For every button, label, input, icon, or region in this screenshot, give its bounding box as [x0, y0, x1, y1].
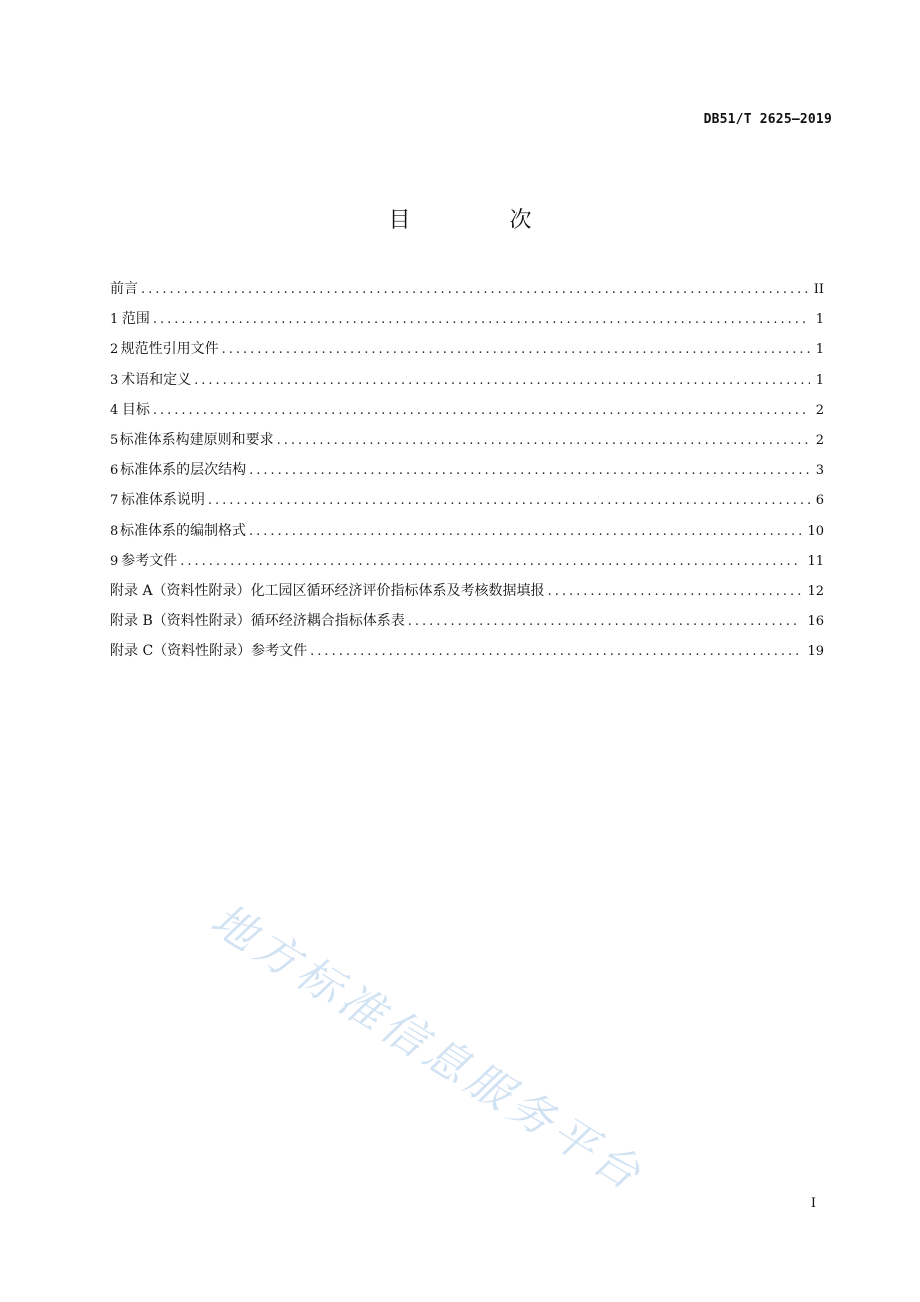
toc-page-number: 1 [815, 372, 824, 388]
toc-entry-9[interactable] [110, 550, 824, 580]
toc-label: 化工园区循环经济评价指标体系及考核数据填报 [250, 582, 545, 599]
toc-section-number: 1 [110, 312, 119, 328]
toc-page-number: 10 [807, 523, 824, 539]
toc-entry-5[interactable] [110, 429, 824, 459]
toc-leader [208, 493, 810, 508]
toc-entry-1[interactable] [110, 308, 824, 338]
toc-appendix-prefix: 附录 C（资料性附录） [110, 643, 252, 660]
toc-label: 规范性引用文件 [120, 341, 219, 358]
toc-label: 标准体系构建原则和要求 [119, 431, 274, 448]
toc-entry-2[interactable] [110, 338, 824, 368]
toc-section-number: 3 [110, 372, 119, 388]
toc-section-number: 8 [110, 523, 119, 539]
toc-leader [249, 463, 810, 478]
toc-entry-7[interactable] [110, 489, 824, 519]
toc-entry-3[interactable] [110, 369, 824, 399]
toc-page-number: 2 [815, 402, 824, 418]
toc-section-number: 2 [110, 342, 119, 358]
toc-label: 标准体系说明 [120, 492, 205, 509]
toc-label: 术语和定义 [121, 371, 192, 388]
page-title: 目 次 [388, 208, 578, 233]
toc-page-number: 11 [807, 553, 824, 569]
toc-leader [277, 433, 810, 448]
toc-page-number: 3 [815, 463, 824, 479]
toc-appendix-prefix: 附录 A（资料性附录） [110, 582, 251, 599]
toc-label: 范围 [121, 311, 150, 328]
toc-page-number: II [813, 282, 824, 297]
toc-leader [249, 524, 801, 539]
toc-entry-8[interactable] [110, 520, 824, 550]
toc-leader [222, 342, 810, 357]
toc-label: 参考文件 [251, 643, 308, 660]
table-of-contents [110, 278, 824, 670]
toc-leader [141, 282, 808, 297]
toc-appendix-prefix: 附录 B（资料性附录） [110, 613, 251, 630]
toc-leader [194, 373, 810, 388]
watermark: 地方标准信息服务平台 [202, 894, 654, 1203]
toc-section-number: 9 [110, 553, 119, 569]
toc-label: 参考文件 [121, 552, 178, 569]
toc-leader [180, 554, 801, 569]
toc-page-number: 12 [807, 583, 824, 599]
toc-page-number: 2 [815, 432, 824, 448]
toc-label: 目标 [121, 401, 150, 418]
standard-code: DB51/T 2625—2019 [703, 112, 832, 127]
page-number: I [810, 1196, 816, 1211]
toc-leader [153, 312, 810, 327]
toc-entry-4[interactable] [110, 399, 824, 429]
toc-section-number: 7 [110, 493, 119, 509]
toc-leader [548, 584, 802, 599]
toc-entry-appendix-b[interactable] [110, 610, 824, 640]
toc-entry-6[interactable] [110, 459, 824, 489]
toc-label: 前言 [110, 281, 138, 297]
toc-page-number: 6 [815, 493, 824, 509]
toc-page-number: 1 [815, 342, 824, 358]
toc-page-number: 16 [807, 614, 824, 630]
toc-entry-appendix-a[interactable] [110, 580, 824, 610]
toc-leader [153, 403, 810, 418]
toc-page-number: 1 [815, 312, 824, 328]
toc-label: 标准体系的编制格式 [119, 522, 246, 539]
toc-leader [408, 614, 802, 629]
toc-entry-appendix-c[interactable] [110, 640, 824, 670]
toc-page-number: 19 [807, 644, 824, 660]
toc-section-number: 4 [110, 402, 119, 418]
toc-entry-foreword[interactable] [110, 278, 824, 308]
toc-leader [310, 644, 801, 659]
toc-section-number: 5 [110, 432, 119, 448]
toc-section-number: 6 [110, 463, 119, 479]
toc-label: 标准体系的层次结构 [120, 462, 247, 479]
toc-label: 循环经济耦合指标体系表 [250, 613, 405, 630]
